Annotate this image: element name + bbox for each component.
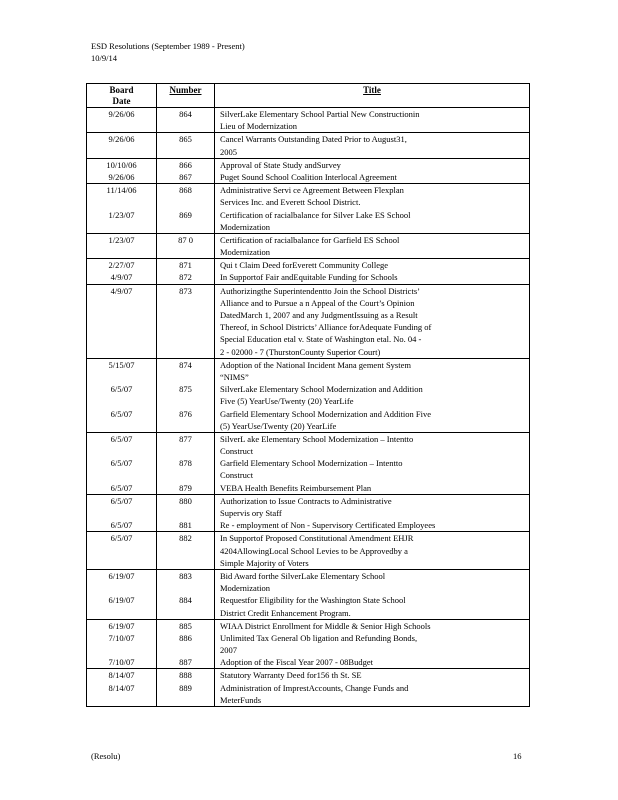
title-line: Certification of racialbalance for Silver Lake ES School [220,209,411,220]
number-line: 866 [179,159,192,170]
board-date-line: 1/23/07 [108,209,135,220]
number-line [157,297,214,309]
title-line: Modernization [220,583,271,594]
board-date-line: 4/9/07 [110,285,133,296]
number-line [157,346,214,358]
title-line: In Supportof Fair andEquitable Funding for Schools [220,272,398,283]
table-row [87,284,530,358]
number-cell [157,233,215,258]
title-line: DatedMarch 1, 2007 and any JudgmentIssuing as a Result [220,310,418,320]
title-cell [215,184,530,234]
page-number: 16 [513,751,522,761]
board-date-line [87,545,156,557]
board-date-line: 6/19/07 [108,620,135,631]
board-date-line [87,395,156,407]
board-date-cell [87,184,157,234]
number-line [157,545,214,557]
number-cell [157,184,215,234]
table-body [87,108,530,707]
title-line: WIAA District Enrollment for Middle & Senior High Schools [220,620,431,631]
title-cell [215,432,530,494]
number-line: 873 [179,285,192,296]
title-cell [215,259,530,284]
title-line: MeterFunds [220,694,262,705]
title-line: Qui t Claim Deed forEverett Community College [220,260,389,271]
title-line: SilverL ake Elementary School Modernization – Intentto [220,433,414,444]
header-title: Title [215,84,530,108]
number-cell [157,432,215,494]
number-line [157,309,214,321]
number-line [157,146,214,158]
board-date-cell [87,569,157,619]
number-cell [157,669,215,707]
number-line [157,507,214,519]
number-line: 882 [179,533,192,544]
number-cell [157,108,215,133]
title-cell [215,532,530,570]
board-date-line: 6/5/07 [110,482,133,493]
board-date-line [87,246,156,258]
resolutions-table [86,83,530,707]
number-cell [157,619,215,669]
board-date-line [87,644,156,656]
title-line: Re - employment of Non - Supervisory Certificated Employees [220,520,436,531]
number-line [157,333,214,345]
title-cell [215,619,530,669]
board-date-line [87,333,156,345]
title-line: SilverLake Elementary School Partial New Constructionin [220,109,420,119]
board-date-line: 6/5/07 [110,520,133,531]
title-cell [215,133,530,158]
title-line: Approval of State Study andSurvey [220,159,341,170]
board-date-line [87,371,156,383]
table-row [87,358,530,432]
board-date-line: 6/5/07 [110,495,133,506]
title-line: Construct [220,446,254,457]
board-date-cell [87,259,157,284]
number-cell [157,259,215,284]
title-line: Modernization [220,221,271,232]
number-line [157,221,214,233]
title-line: 2 - 02000 - 7 (ThurstonCounty Superior Court) [220,346,381,357]
title-line: VEBA Health Benefits Reimbursement Plan [220,482,372,493]
board-date-line [87,420,156,432]
number-line: 886 [179,632,192,643]
title-line: Administrative Servi ce Agreement Between Flexplan [220,185,404,196]
title-cell [215,358,530,432]
title-line: Requestfor Eligibility for the Washington State School [220,595,406,606]
title-line: Simple Majority of Voters [220,557,309,568]
table-row [87,669,530,707]
title-line: Construct [220,470,254,481]
header-date: 10/9/14 [91,53,117,63]
board-date-line: 5/15/07 [108,359,135,370]
title-line: Lieu of Modernization [220,121,297,132]
number-cell [157,358,215,432]
number-line [157,694,214,706]
table-row [87,259,530,284]
number-line [157,469,214,481]
board-date-cell [87,233,157,258]
title-line: Authorization to Issue Contracts to Administrative [220,495,392,506]
title-line: Thereof, in School Districts’ Alliance forAdequate Funding of [220,322,432,333]
title-cell [215,108,530,133]
board-date-line [87,507,156,519]
title-line: Bid Award forthe SilverLake Elementary School [220,570,386,581]
number-line: 864 [179,109,192,119]
title-line: SilverLake Elementary School Modernization and Addition [220,384,423,395]
title-line: Supervis ory Staff [220,508,282,518]
number-line [157,607,214,619]
title-line: District Credit Enhancement Program. [220,607,351,618]
number-line: 881 [179,520,192,531]
title-line: Adoption of the National Incident Mana gement System [220,359,411,370]
table-row [87,432,530,494]
number-line: 872 [179,272,192,283]
number-line [157,582,214,594]
title-line: Services Inc. and Everett School District. [220,197,361,208]
board-date-line: 7/10/07 [108,657,135,668]
header-number: Number [157,84,215,108]
table-row [87,184,530,234]
number-line [157,395,214,407]
board-date-line: 10/10/06 [106,159,137,170]
title-line: Statutory Warranty Deed for156 th St. SE [220,670,362,681]
board-date-line [87,582,156,594]
number-line: 875 [179,384,192,395]
table-row [87,108,530,133]
board-date-line [87,321,156,333]
board-date-cell [87,133,157,158]
title-line: Adoption of the Fiscal Year 2007 - 08Budget [220,657,373,668]
board-date-line [87,607,156,619]
board-date-line: 11/14/06 [106,185,137,196]
number-line [157,445,214,457]
board-date-line [87,557,156,569]
table-row [87,619,530,669]
board-date-line [87,309,156,321]
table-header-row [87,84,530,108]
title-line: Modernization [220,247,271,258]
board-date-cell [87,432,157,494]
number-line: 877 [179,433,192,444]
board-date-line: 9/26/06 [108,109,135,119]
title-line: Authorizingthe Superintendentto Join the School Districts’ [220,285,420,296]
title-cell [215,569,530,619]
title-line: 2005 [220,146,237,157]
title-line: Garfield Elementary School Modernization – Intentto [220,458,403,469]
board-date-cell [87,669,157,707]
board-date-line [87,297,156,309]
board-date-line: 6/5/07 [110,433,133,444]
board-date-line: 9/26/06 [108,134,135,145]
number-cell [157,569,215,619]
number-line: 87 0 [178,234,193,245]
board-date-line: 6/19/07 [108,570,135,581]
number-line [157,644,214,656]
title-line: “NIMS” [220,371,249,382]
title-cell [215,284,530,358]
board-date-line: 2/27/07 [108,260,135,271]
title-cell [215,669,530,707]
title-line: Puget Sound School Coalition Interlocal Agreement [220,171,397,182]
board-date-line [87,120,156,132]
table-row [87,133,530,158]
document-header [91,40,245,64]
number-line: 887 [179,657,192,668]
number-line: 889 [179,682,192,693]
title-line: 4204AllowingLocal School Levies to be Approvedby a [220,545,408,556]
number-line: 874 [179,359,192,370]
table-row [87,158,530,183]
header-title: ESD Resolutions (September 1989 - Present) [91,41,245,51]
board-date-line: 6/5/07 [110,458,133,469]
header-board-date-label: Board Date [109,85,134,106]
number-line: 878 [179,458,192,469]
board-date-line: 9/26/06 [108,171,135,182]
title-cell [215,158,530,183]
number-line: 885 [179,620,192,631]
board-date-line [87,196,156,208]
board-date-line [87,469,156,481]
table-row [87,569,530,619]
number-cell [157,532,215,570]
board-date-cell [87,619,157,669]
number-cell [157,284,215,358]
board-date-cell [87,532,157,570]
number-line: 876 [179,408,192,419]
board-date-line: 6/5/07 [110,408,133,419]
board-date-line: 6/5/07 [110,533,133,544]
title-line: Cancel Warrants Outstanding Dated Prior to August31, [220,134,407,145]
number-line: 879 [179,482,192,493]
title-cell [215,233,530,258]
board-date-line: 4/9/07 [110,272,133,283]
number-line: 867 [179,171,192,182]
board-date-line [87,346,156,358]
number-line: 883 [179,570,192,581]
board-date-line [87,221,156,233]
board-date-cell [87,284,157,358]
header-board-date [87,84,157,108]
number-line [157,120,214,132]
number-line: 888 [179,670,192,681]
number-line [157,557,214,569]
number-line [157,321,214,333]
table-row [87,233,530,258]
board-date-cell [87,358,157,432]
board-date-cell [87,494,157,532]
number-cell [157,158,215,183]
board-date-line [87,445,156,457]
number-cell [157,133,215,158]
number-cell [157,494,215,532]
title-line: Unlimited Tax General Ob ligation and Refunding Bonds, [220,632,418,643]
title-line: 2007 [220,645,237,656]
number-line: 884 [179,595,192,606]
board-date-line: 7/10/07 [108,632,135,643]
board-date-line: 8/14/07 [108,682,135,693]
number-line: 868 [179,185,192,196]
title-line: Certification of racialbalance for Garfield ES School [220,234,400,245]
number-line [157,196,214,208]
board-date-line [87,694,156,706]
table-row [87,494,530,532]
title-cell [215,494,530,532]
title-line: Five (5) YearUse/Twenty (20) YearLife [220,396,354,407]
title-line: Administration of ImprestAccounts, Change Funds and [220,682,409,693]
footer-left: (Resolu) [91,751,121,761]
title-line: Special Education etal v. State of Washington etal. No. 04 - [220,334,422,345]
number-line [157,371,214,383]
board-date-line: 6/19/07 [108,595,135,606]
number-line: 871 [179,260,192,271]
number-line [157,420,214,432]
board-date-line: 6/5/07 [110,384,133,395]
table-row [87,532,530,570]
board-date-line: 8/14/07 [108,670,135,681]
number-line: 865 [179,134,192,145]
board-date-line: 1/23/07 [108,234,135,245]
title-line: In Supportof Proposed Constitutional Amendment EHJR [220,533,414,544]
title-line: Garfield Elementary School Modernization and Addition Five [220,408,432,419]
title-line: Alliance and to Pursue a n Appeal of the Court’s Opinion [220,297,415,308]
board-date-line [87,146,156,158]
number-line: 869 [179,209,192,220]
board-date-cell [87,158,157,183]
board-date-cell [87,108,157,133]
number-line [157,246,214,258]
number-line: 880 [179,495,192,506]
title-line: (5) YearUse/Twenty (20) YearLife [220,420,337,431]
